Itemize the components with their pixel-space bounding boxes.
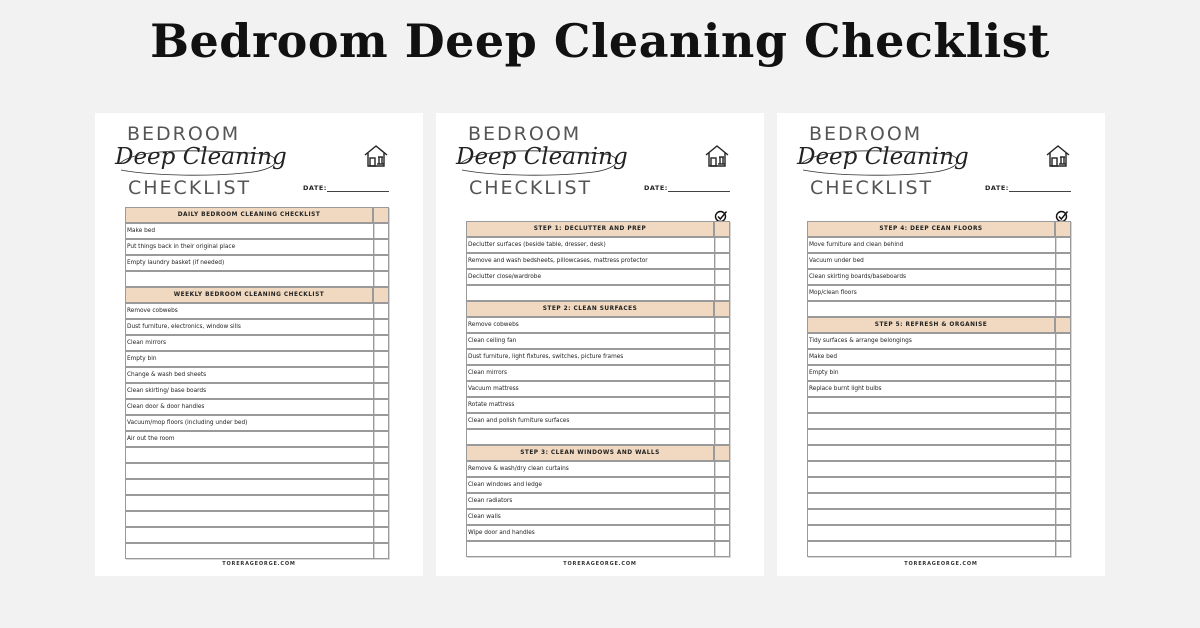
section-box [373,287,389,303]
header-checklist-text: CHECKLIST [128,177,252,199]
task-checkbox[interactable] [1055,541,1071,557]
checklist-row [466,253,730,269]
website-footer: TORERAGEORGE.COM [563,561,637,567]
task-text: Clean ceiling fan [466,333,715,349]
task-text [807,429,1056,445]
task-checkbox[interactable] [714,429,730,445]
task-text: Empty laundry basket (if needed) [125,255,374,271]
checklist-row [466,541,730,557]
task-checkbox[interactable] [373,511,389,527]
section-box [373,207,389,223]
section-header-row [466,445,730,461]
task-text: Vacuum mattress [466,381,715,397]
section-box [1055,221,1071,237]
task-checkbox[interactable] [373,543,389,559]
house-cleaning-icon [704,143,730,173]
task-checkbox[interactable] [1055,397,1071,413]
task-text [807,477,1056,493]
task-checkbox[interactable] [373,255,389,271]
task-checkbox[interactable] [714,349,730,365]
task-checkbox[interactable] [714,381,730,397]
checklist-row [466,429,730,445]
checklist-row [807,285,1071,301]
task-text [125,543,374,559]
checklist-row [807,237,1071,253]
header-checklist-text: CHECKLIST [810,177,934,199]
task-text: Wipe door and handles [466,525,715,541]
checklist-row [807,525,1071,541]
task-text [125,479,374,495]
checklist-row [466,525,730,541]
date-label: DATE: [985,184,1009,192]
task-checkbox[interactable] [1055,381,1071,397]
task-text: Declutter surfaces (beside table, dresser, desk) [466,237,715,253]
checklist-row [807,349,1071,365]
checklist-row [125,383,389,399]
section-title: WEEKLY BEDROOM CLEANING CHECKLIST [125,287,373,303]
task-checkbox[interactable] [373,351,389,367]
page-title: Bedroom Deep Cleaning Checklist [150,14,1050,68]
task-checkbox[interactable] [373,495,389,511]
checklist-row [807,413,1071,429]
task-text [807,301,1056,317]
task-checkbox[interactable] [1055,445,1071,461]
task-text: Declutter close/wardrobe [466,269,715,285]
website-footer: TORERAGEORGE.COM [904,561,978,567]
section-title: DAILY BEDROOM CLEANING CHECKLIST [125,207,373,223]
header-script-text: Deep Cleaning [797,144,969,170]
task-text: Clean door & door handles [125,399,374,415]
checklist-row [807,493,1071,509]
checklist-row [807,381,1071,397]
task-text: Clean skirting/ base boards [125,383,374,399]
checklist-row [466,461,730,477]
task-text: Make bed [807,349,1056,365]
task-checkbox[interactable] [714,509,730,525]
task-checkbox[interactable] [373,335,389,351]
task-text [807,493,1056,509]
task-checkbox[interactable] [714,413,730,429]
task-checkbox[interactable] [1055,333,1071,349]
task-text [807,397,1056,413]
checklist-table [125,207,389,559]
task-text: Clean mirrors [125,335,374,351]
task-checkbox[interactable] [373,367,389,383]
checklist-row [466,413,730,429]
section-box [714,445,730,461]
task-text: Empty bin [807,365,1056,381]
checklist-row [466,333,730,349]
checklist-row [466,285,730,301]
task-checkbox[interactable] [714,333,730,349]
task-text: Rotate mattress [466,397,715,413]
task-text [807,445,1056,461]
task-checkbox[interactable] [373,447,389,463]
section-header-row [807,221,1071,237]
checklist-row [125,239,389,255]
task-text [125,511,374,527]
checkmark-icon [714,208,728,222]
task-checkbox[interactable] [373,271,389,287]
checklist-row [125,367,389,383]
checklist-row [125,463,389,479]
checklist-row [125,479,389,495]
checklist-row [125,319,389,335]
checklist-page-3 [777,113,1105,576]
task-text: Put things back in their original place [125,239,374,255]
section-header-row [125,207,389,223]
checklist-row [807,397,1071,413]
checklist-row [807,333,1071,349]
section-header-row [125,287,389,303]
task-checkbox[interactable] [714,477,730,493]
section-title: STEP 1: DECLUTTER AND PREP [466,221,714,237]
task-checkbox[interactable] [373,479,389,495]
house-cleaning-icon [363,143,389,173]
checklist-row [807,461,1071,477]
section-title: STEP 2: CLEAN SURFACES [466,301,714,317]
task-checkbox[interactable] [1055,253,1071,269]
section-title: STEP 5: REFRESH & ORGANISE [807,317,1055,333]
task-checkbox[interactable] [373,399,389,415]
header-script-text: Deep Cleaning [456,144,628,170]
section-title: STEP 3: CLEAN WINDOWS AND WALLS [466,445,714,461]
section-box [1055,317,1071,333]
task-text: Clean skirting boards/baseboards [807,269,1056,285]
checklist-table [466,221,730,557]
header-bedroom-text: BEDROOM [809,123,923,145]
task-checkbox[interactable] [714,269,730,285]
task-checkbox[interactable] [1055,525,1071,541]
checklist-row [125,399,389,415]
task-text [125,271,374,287]
checklist-row [125,511,389,527]
task-text: Vacuum under bed [807,253,1056,269]
task-text [807,461,1056,477]
checklist-row [807,253,1071,269]
checklist-row [125,431,389,447]
task-text [807,509,1056,525]
task-text: Clean mirrors [466,365,715,381]
task-text [125,527,374,543]
task-checkbox[interactable] [714,253,730,269]
task-checkbox[interactable] [1055,301,1071,317]
task-text: Air out the room [125,431,374,447]
checklist-row [807,301,1071,317]
checklist-row [466,349,730,365]
task-text: Vacuum/mop floors (including under bed) [125,415,374,431]
checklist-row [807,429,1071,445]
section-header-row [466,301,730,317]
checklist-row [125,335,389,351]
task-text: Remove cobwebs [125,303,374,319]
task-checkbox[interactable] [373,463,389,479]
task-checkbox[interactable] [714,365,730,381]
checklist-row [125,415,389,431]
task-text [125,447,374,463]
task-text [466,285,715,301]
checklist-row [466,477,730,493]
checklist-row [466,397,730,413]
checklist-row [807,541,1071,557]
header-checklist-text: CHECKLIST [469,177,593,199]
task-checkbox[interactable] [714,525,730,541]
date-input-line[interactable] [1009,191,1071,192]
checklist-table [807,221,1071,557]
task-text: Change & wash bed sheets [125,367,374,383]
date-label: DATE: [644,184,668,192]
task-text: Remove & wash/dry clean curtains [466,461,715,477]
checklist-row [807,509,1071,525]
task-text: Dust furniture, electronics, window sills [125,319,374,335]
task-checkbox[interactable] [1055,285,1071,301]
checklist-row [466,365,730,381]
checklist-row [125,543,389,559]
task-checkbox[interactable] [373,303,389,319]
website-footer: TORERAGEORGE.COM [222,561,296,567]
date-label: DATE: [303,184,327,192]
checklist-row [807,269,1071,285]
task-text: Remove cobwebs [466,317,715,333]
task-checkbox[interactable] [1055,349,1071,365]
checklist-row [466,493,730,509]
task-text [125,463,374,479]
checklist-row [466,237,730,253]
task-checkbox[interactable] [714,461,730,477]
task-text: Clean and polish furniture surfaces [466,413,715,429]
task-text: Empty bin [125,351,374,367]
checklist-row [125,527,389,543]
task-text: Dust furniture, light fixtures, switches, picture frames [466,349,715,365]
section-header-row [466,221,730,237]
header-bedroom-text: BEDROOM [127,123,241,145]
checklist-row [125,271,389,287]
task-checkbox[interactable] [373,431,389,447]
checklist-row [807,477,1071,493]
task-text [807,525,1056,541]
task-text: Tidy surfaces & arrange belongings [807,333,1056,349]
task-text: Make bed [125,223,374,239]
checkmark-icon [1055,208,1069,222]
task-checkbox[interactable] [714,493,730,509]
section-title: STEP 4: DEEP CEAN FLOORS [807,221,1055,237]
task-checkbox[interactable] [373,223,389,239]
header-script-text: Deep Cleaning [115,144,287,170]
checklist-page-2 [436,113,764,576]
task-checkbox[interactable] [1055,429,1071,445]
date-input-line[interactable] [668,191,730,192]
task-checkbox[interactable] [373,319,389,335]
task-checkbox[interactable] [373,415,389,431]
task-checkbox[interactable] [1055,493,1071,509]
task-text: Replace burnt light bulbs [807,381,1056,397]
checklist-row [466,317,730,333]
checklist-row [125,495,389,511]
task-checkbox[interactable] [373,239,389,255]
task-checkbox[interactable] [1055,237,1071,253]
checklist-row [125,447,389,463]
task-text: Clean radiators [466,493,715,509]
checklist-row [807,365,1071,381]
task-checkbox[interactable] [1055,365,1071,381]
task-text [466,541,715,557]
checklist-row [466,509,730,525]
task-text [466,429,715,445]
section-header-row [807,317,1071,333]
task-checkbox[interactable] [373,527,389,543]
task-checkbox[interactable] [373,383,389,399]
task-checkbox[interactable] [1055,269,1071,285]
checklist-row [466,381,730,397]
checklist-row [125,351,389,367]
section-box [714,301,730,317]
task-text [807,541,1056,557]
checklist-page-1 [95,113,423,576]
task-text: Move furniture and clean behind [807,237,1056,253]
task-checkbox[interactable] [714,285,730,301]
task-checkbox[interactable] [714,397,730,413]
checklist-row [125,223,389,239]
task-text [125,495,374,511]
task-text: Mop/clean floors [807,285,1056,301]
date-input-line[interactable] [327,191,389,192]
header-bedroom-text: BEDROOM [468,123,582,145]
task-text: Clean windows and ledge [466,477,715,493]
task-checkbox[interactable] [1055,413,1071,429]
task-text: Clean walls [466,509,715,525]
task-checkbox[interactable] [714,237,730,253]
section-box [714,221,730,237]
task-checkbox[interactable] [1055,461,1071,477]
task-checkbox[interactable] [714,541,730,557]
task-text [807,413,1056,429]
task-checkbox[interactable] [1055,509,1071,525]
checklist-row [807,445,1071,461]
task-checkbox[interactable] [1055,477,1071,493]
house-cleaning-icon [1045,143,1071,173]
task-text: Remove and wash bedsheets, pillowcases, mattress protector [466,253,715,269]
task-checkbox[interactable] [714,317,730,333]
checklist-row [125,255,389,271]
checklist-row [466,269,730,285]
checklist-row [125,303,389,319]
